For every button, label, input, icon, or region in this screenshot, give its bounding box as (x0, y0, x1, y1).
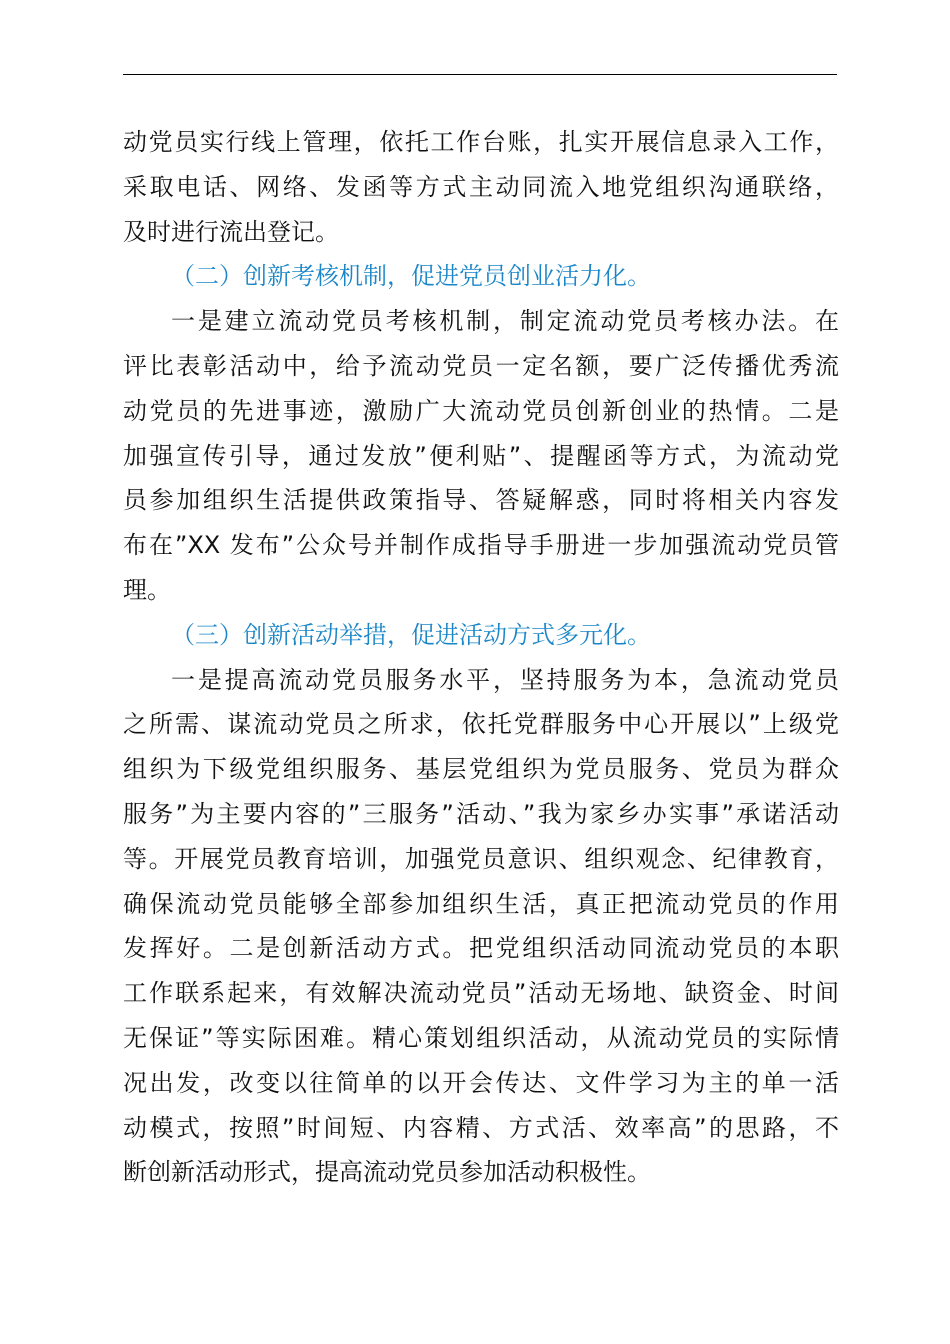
body-line: 断创新活动形式，提高流动党员参加活动积极性。 (123, 1158, 651, 1187)
section-heading-3: （三）创新活动举措，促进活动方式多元化。 (171, 620, 651, 649)
body-line: 之所需、谋流动党员之所求，依托党群服务中心开展以”上级党 (123, 710, 839, 739)
document-body (123, 120, 839, 1195)
body-line: 确保流动党员能够全部参加组织生活，真正把流动党员的作用 (123, 889, 839, 918)
body-line: 服务”为主要内容的”三服务”活动、”我为家乡办实事”承诺活动 (123, 799, 839, 828)
body-line: 及时进行流出登记。 (123, 217, 339, 246)
body-line: 加强宣传引导，通过发放”便利贴”、提醒函等方式，为流动党 (123, 441, 839, 470)
header-rule (123, 74, 837, 75)
body-line: 等。开展党员教育培训，加强党员意识、组织观念、纪律教育， (123, 844, 839, 873)
body-line: 工作联系起来，有效解决流动党员”活动无场地、缺资金、时间 (123, 979, 839, 1008)
section-heading-2: （二）创新考核机制，促进党员创业活力化。 (171, 262, 651, 291)
body-line: 发挥好。二是创新活动方式。把党组织活动同流动党员的本职 (123, 934, 839, 963)
body-line: 评比表彰活动中，给予流动党员一定名额，要广泛传播优秀流 (123, 351, 839, 380)
body-line: 一是建立流动党员考核机制，制定流动党员考核办法。在 (171, 307, 839, 336)
body-line: 动模式，按照”时间短、内容精、方式活、效率高”的思路，不 (123, 1113, 839, 1142)
body-line: 员参加组织生活提供政策指导、答疑解惑，同时将相关内容发 (123, 486, 839, 515)
body-line: 动党员的先进事迹，激励广大流动党员创新创业的热情。二是 (123, 396, 839, 425)
body-line: 组织为下级党组织服务、基层党组织为党员服务、党员为群众 (123, 755, 839, 784)
body-line: 一是提高流动党员服务水平，坚持服务为本，急流动党员 (171, 665, 839, 694)
body-line: 动党员实行线上管理，依托工作台账，扎实开展信息录入工作， (123, 128, 839, 156)
body-line: 布在”XX 发布”公众号并制作成指导手册进一步加强流动党员管 (123, 531, 839, 560)
body-line: 况出发，改变以往简单的以开会传达、文件学习为主的单一活 (123, 1068, 839, 1097)
body-line: 理。 (123, 575, 171, 604)
body-line: 无保证”等实际困难。精心策划组织活动，从流动党员的实际情 (123, 1023, 839, 1052)
body-line: 采取电话、网络、发函等方式主动同流入地党组织沟通联络， (123, 172, 839, 201)
